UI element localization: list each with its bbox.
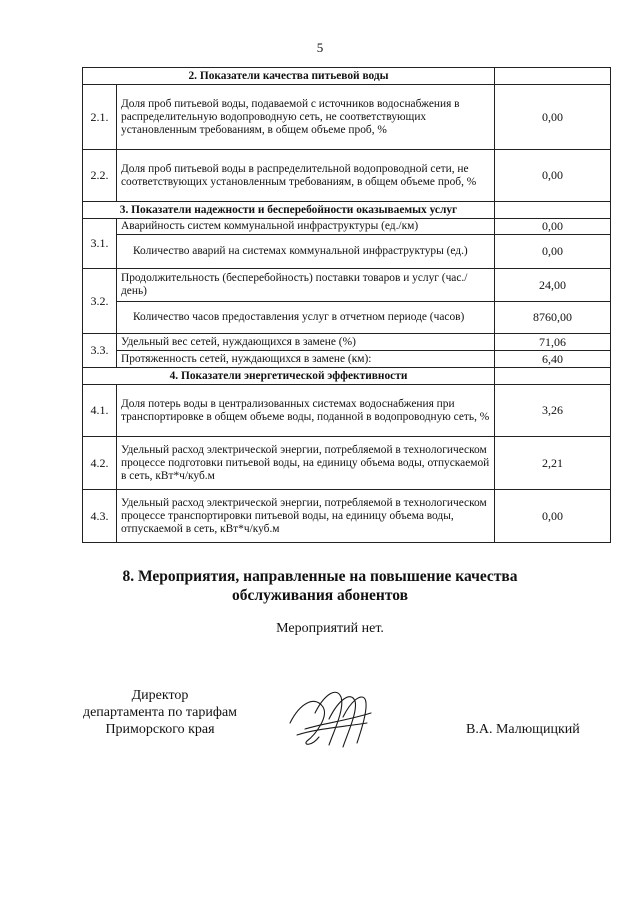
- row-number: 4.1.: [83, 385, 117, 437]
- table-row: [83, 235, 611, 269]
- table-row: [83, 269, 611, 302]
- section-title: 2. Показатели качества питьевой воды: [83, 68, 495, 85]
- row-text: Аварийность систем коммунальной инфраструктуры (ед./км): [117, 219, 495, 235]
- row-text: Удельный вес сетей, нуждающихся в замене (%): [117, 334, 495, 351]
- signatory-name: В.А. Малющицкий: [466, 722, 580, 737]
- row-text: Доля потерь воды в централизованных системах водоснабжения при транспортировке в общем объеме воды, поданной в водопроводную сеть, %: [117, 385, 495, 437]
- section-2-header: [83, 68, 611, 85]
- row-number: 3.1.: [83, 219, 117, 269]
- section-4-header: [83, 368, 611, 385]
- row-text: Протяженность сетей, нуждающихся в замене (км):: [117, 351, 495, 368]
- row-text: Удельный расход электрической энергии, потребляемой в технологическом процессе транспортировки питьевой воды, на единицу объема воды, отпускаемой в сеть, кВт*ч/куб.м: [117, 490, 495, 543]
- table-row: [83, 437, 611, 490]
- row-value: 71,06: [495, 334, 611, 351]
- row-value: 0,00: [495, 219, 611, 235]
- row-text: Удельный расход электрической энергии, потребляемой в технологическом процессе подготовки питьевой воды, на единицу объема воды, отпускаемой в сеть, кВт*ч/куб.м: [117, 437, 495, 490]
- row-number: 2.1.: [83, 85, 117, 150]
- row-value: 24,00: [495, 269, 611, 302]
- row-value: 8760,00: [495, 302, 611, 334]
- row-value: 0,00: [495, 85, 611, 150]
- table-row: [83, 351, 611, 368]
- row-text: Продолжительность (бесперебойность) поставки товаров и услуг (час./день): [117, 269, 495, 302]
- handwritten-signature: [285, 683, 380, 753]
- section-title: 4. Показатели энергетической эффективности: [83, 368, 495, 385]
- table-row: [83, 85, 611, 150]
- table-row: [83, 150, 611, 202]
- row-number: 4.3.: [83, 490, 117, 543]
- row-text: Доля проб питьевой воды, подаваемой с источников водоснабжения в распределительную водопроводную сеть, не соответствующих установленным требованиям, в общем объеме проб, %: [117, 85, 495, 150]
- row-text: Доля проб питьевой воды в распределительной водопроводной сети, не соответствующих установленным требованиям, в общем объеме проб, %: [117, 150, 495, 202]
- section-title: 3. Показатели надежности и бесперебойности оказываемых услуг: [83, 202, 495, 219]
- row-value: 0,00: [495, 150, 611, 202]
- no-measures-text: Мероприятий нет.: [276, 621, 384, 636]
- table-row: [83, 490, 611, 543]
- row-text: Количество часов предоставления услуг в отчетном периоде (часов): [117, 302, 495, 334]
- table-row: [83, 334, 611, 351]
- section-3-header: [83, 202, 611, 219]
- row-text: Количество аварий на системах коммунальной инфраструктуры (ед.): [117, 235, 495, 269]
- page-number: 5: [316, 40, 324, 55]
- row-value: 6,40: [495, 351, 611, 368]
- row-number: 2.2.: [83, 150, 117, 202]
- row-value: 3,26: [495, 385, 611, 437]
- table-row: [83, 219, 611, 235]
- row-value: 0,00: [495, 490, 611, 543]
- indicators-table: [82, 67, 611, 543]
- section-8-heading: 8. Мероприятия, направленные на повышение качества обслуживания абонентов: [122, 568, 518, 604]
- row-number: 3.2.: [83, 269, 117, 334]
- table-row: [83, 385, 611, 437]
- row-number: 4.2.: [83, 437, 117, 490]
- row-value: 0,00: [495, 235, 611, 269]
- signatory-title: Директор департамента по тарифам Приморского края: [82, 688, 238, 737]
- table-row: [83, 302, 611, 334]
- row-value: 2,21: [495, 437, 611, 490]
- row-number: 3.3.: [83, 334, 117, 368]
